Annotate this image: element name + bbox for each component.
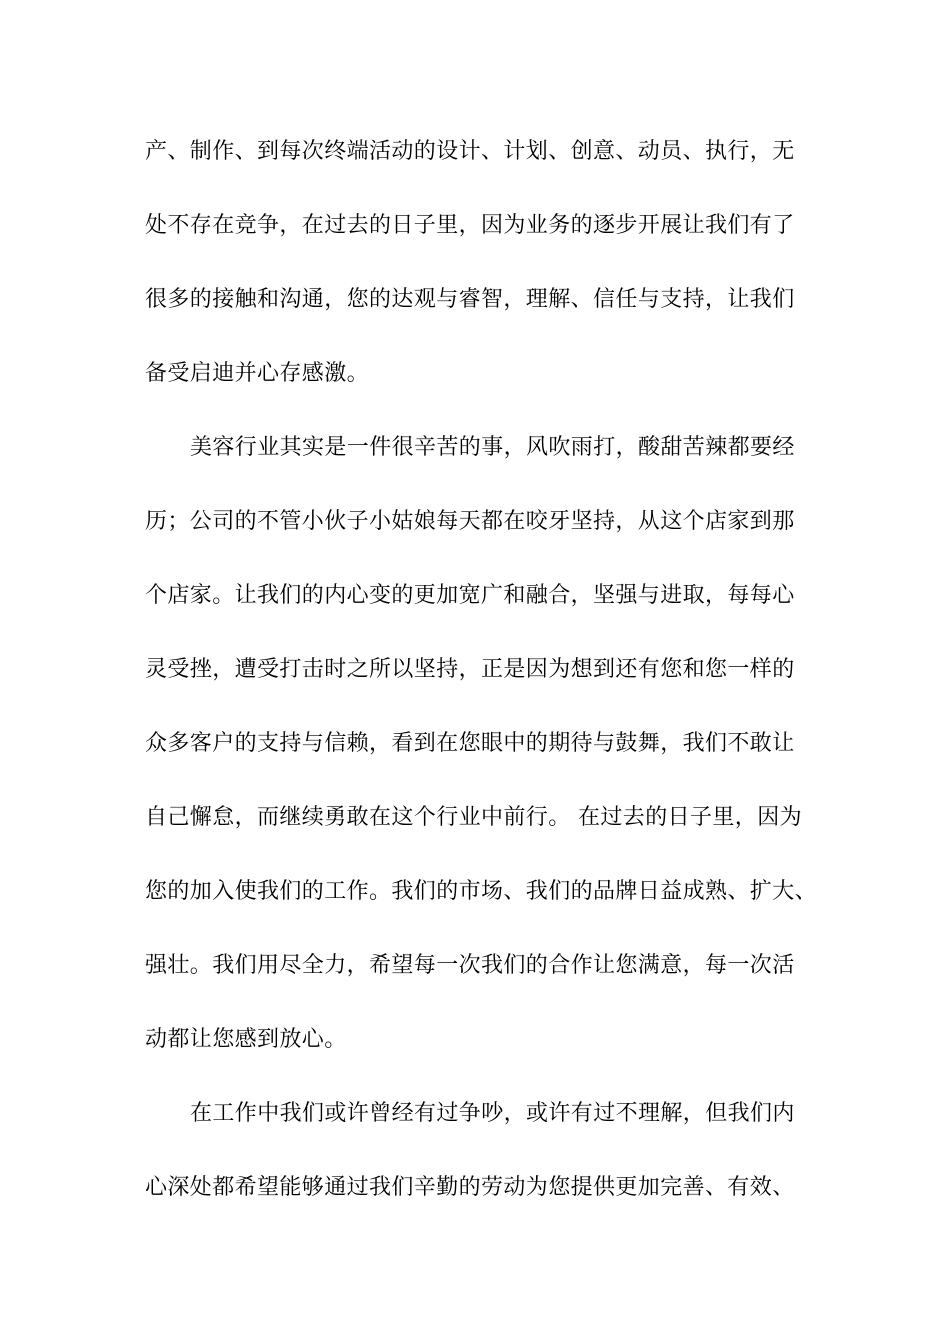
text-line: 备受启迪并心存感激。 xyxy=(145,361,370,386)
text-line: 产、制作、到每次终端活动的设计、计划、创意、动员、执行，无 xyxy=(145,139,795,164)
text-line: 众多客户的支持与信赖，看到在您眼中的期待与鼓舞，我们不敢让 xyxy=(145,731,795,756)
text-line: 灵受挫，遭受打击时之所以坚持，正是因为想到还有您和您一样的 xyxy=(145,657,795,682)
text-line: 心深处都希望能够通过我们辛勤的劳动为您提供更加完善、有效、 xyxy=(145,1175,795,1200)
text-line: 个店家。让我们的内心变的更加宽广和融合，坚强与进取，每每心 xyxy=(145,583,795,608)
text-line: 您的加入使我们的工作。我们的市场、我们的品牌日益成熟、扩大、 xyxy=(145,879,818,904)
text-line: 处不存在竞争，在过去的日子里，因为业务的逐步开展让我们有了 xyxy=(145,213,795,238)
text-line: 动都让您感到放心。 xyxy=(145,1027,347,1052)
paragraph-first-line: 在工作中我们或许曾经有过争吵，或许有过不理解，但我们内 xyxy=(190,1101,795,1126)
text-line: 强壮。我们用尽全力，希望每一次我们的合作让您满意，每一次活 xyxy=(145,953,795,978)
text-line: 很多的接触和沟通，您的达观与睿智，理解、信任与支持，让我们 xyxy=(145,287,795,312)
paragraph-first-line: 美容行业其实是一件很辛苦的事，风吹雨打，酸甜苦辣都要经 xyxy=(190,435,795,460)
text-line: 自己懈怠，而继续勇敢在这个行业中前行。 在过去的日子里，因为 xyxy=(145,805,802,830)
text-line: 历；公司的不管小伙子小姑娘每天都在咬牙坚持，从这个店家到那 xyxy=(145,509,795,534)
